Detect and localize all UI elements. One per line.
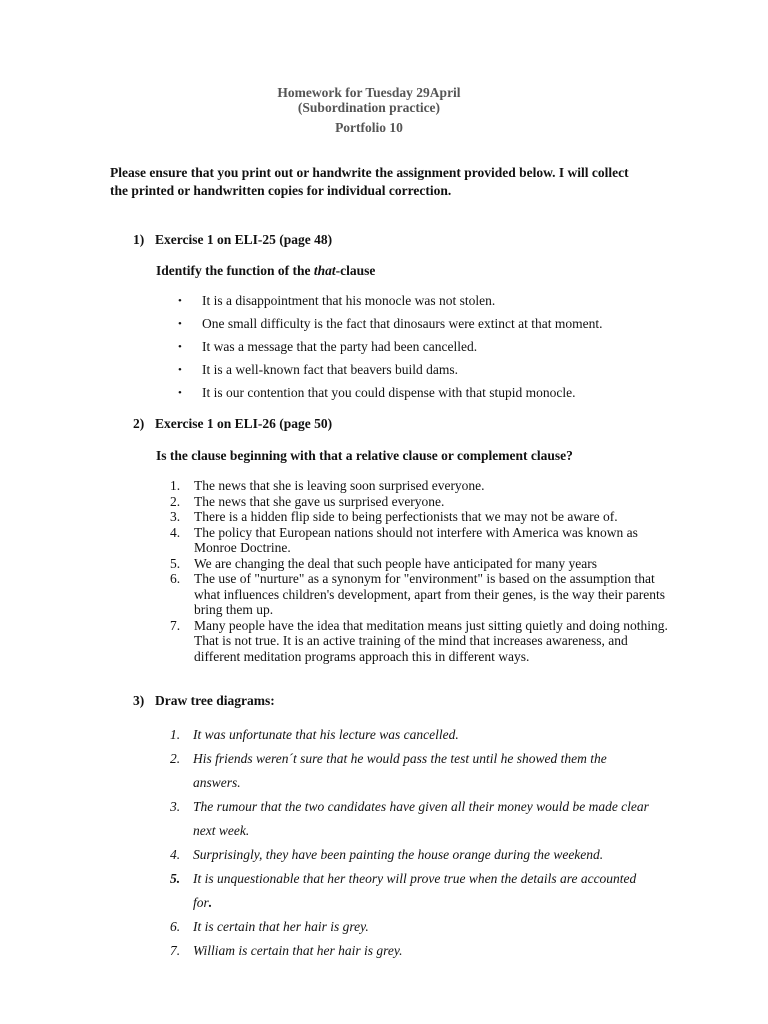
item-text <box>193 867 650 915</box>
bullet-item-text: It is a well-known fact that beavers build dams. <box>202 362 459 377</box>
bullet-list-item <box>178 316 603 332</box>
list-item <box>170 723 650 747</box>
item-text: We are changing the deal that such people have anticipated for many years <box>194 555 597 571</box>
bullet-item-text: It is our contention that you could dispense with that stupid monocle. <box>202 385 576 400</box>
list-item <box>170 525 670 556</box>
bullet-list-item <box>178 362 458 378</box>
item-text: William is certain that her hair is grey. <box>193 943 403 958</box>
bullet-item-text: It was a message that the party had been cancelled. <box>202 339 478 354</box>
list-item <box>170 939 650 963</box>
bullet-icon: • <box>178 387 182 399</box>
section-1-heading <box>133 232 332 248</box>
item-number: 7. <box>170 617 181 633</box>
section-3-number: 3) <box>133 693 145 708</box>
bullet-item-text: It is a disappointment that his monocle was not stolen. <box>202 293 496 308</box>
list-item <box>170 571 670 618</box>
bullet-icon: • <box>178 295 182 307</box>
item-number: 6. <box>170 571 181 586</box>
item-number: 1. <box>170 727 181 742</box>
bullet-list-item <box>178 385 575 401</box>
section-2-heading <box>133 416 332 432</box>
item-number: 6. <box>170 919 181 934</box>
section-1-title: Exercise 1 on ELI-25 (page 48) <box>155 232 333 247</box>
item-text: It was unfortunate that his lecture was cancelled. <box>193 727 459 742</box>
list-item <box>170 509 670 525</box>
item-text: The news that she is leaving soon surprised everyone. <box>194 478 485 493</box>
homework-subtitle: (Subordination practice) <box>297 100 441 115</box>
section-3-title: Draw tree diagrams: <box>155 693 275 708</box>
list-item <box>170 556 670 572</box>
item-number: 4. <box>170 847 181 862</box>
item-text: The use of "nurture" as a synonym for "environment" is based on the assumption that what influences children's development, apart from their genes, is the way their parents bring them up. <box>194 571 666 617</box>
section-2-instruction: Is the clause beginning with that a relative clause or complement clause? <box>156 448 573 463</box>
section-2-number: 2) <box>133 416 145 431</box>
item-text: Many people have the idea that meditation means just sitting quietly and doing nothing. That is not true. It is an active training of the mind that increases awareness, and different meditation programs approach this in different ways. <box>194 617 668 664</box>
item-number: 3. <box>170 509 181 524</box>
instruction-text-italic: that <box>313 263 336 278</box>
item-text: There is a hidden flip side to being perfectionists that we may not be aware of. <box>194 509 618 524</box>
tree-diagram-list <box>170 723 650 963</box>
item-number: 5. <box>170 555 181 571</box>
list-item <box>170 747 650 795</box>
item-number: 5. <box>170 871 181 886</box>
section-2-title: Exercise 1 on ELI-26 (page 50) <box>155 416 333 431</box>
item-text: The news that she gave us surprised everyone. <box>194 493 445 509</box>
bullet-item-text: One small difficulty is the fact that dinosaurs were extinct at that moment. <box>202 316 603 331</box>
bullet-icon: • <box>178 364 182 376</box>
bullet-list-item <box>178 339 477 355</box>
bullet-icon: • <box>178 318 182 330</box>
section-1-number: 1) <box>133 232 145 247</box>
item-text: His friends weren´t sure that he would pass the test until he showed them the answers. <box>193 751 607 790</box>
item-number: 2. <box>170 493 181 509</box>
list-item <box>170 867 650 915</box>
section-1-instruction <box>156 263 375 279</box>
instruction-text-end: -clause <box>335 263 376 278</box>
item-text: The rumour that the two candidates have given all their money would be made clear next week. <box>193 799 649 838</box>
item-number: 7. <box>170 943 181 958</box>
list-item <box>170 843 650 867</box>
item-number: 1. <box>170 478 181 493</box>
item-text: Surprisingly, they have been painting the house orange during the weekend. <box>193 847 604 862</box>
homework-title: Homework for Tuesday 29April <box>277 85 461 100</box>
item-number: 4. <box>170 524 181 540</box>
list-item <box>170 478 670 494</box>
clause-question-list <box>170 478 670 664</box>
item-number: 2. <box>170 751 181 766</box>
item-text-end: . <box>208 895 213 910</box>
instruction-text-start: Identify the function of the <box>156 263 314 278</box>
list-item <box>170 915 650 939</box>
list-item <box>170 494 670 510</box>
list-item <box>170 795 650 843</box>
section-3-heading <box>133 693 275 709</box>
item-text: It is certain that her hair is grey. <box>193 919 369 934</box>
bullet-list-item <box>178 293 495 309</box>
list-item <box>170 618 670 665</box>
portfolio-label: Portfolio 10 <box>335 120 403 135</box>
item-text-body: It is unquestionable that her theory will prove true when the details are accounted for <box>193 871 637 910</box>
bullet-icon: • <box>178 341 182 353</box>
item-text: The policy that European nations should not interfere with America was known as Monroe Doctrine. <box>194 524 638 555</box>
intro-paragraph: Please ensure that you print out or handwrite the assignment provided below. I will collect the printed or handwritten copies for individual correction. <box>110 165 629 198</box>
item-number: 3. <box>170 799 181 814</box>
